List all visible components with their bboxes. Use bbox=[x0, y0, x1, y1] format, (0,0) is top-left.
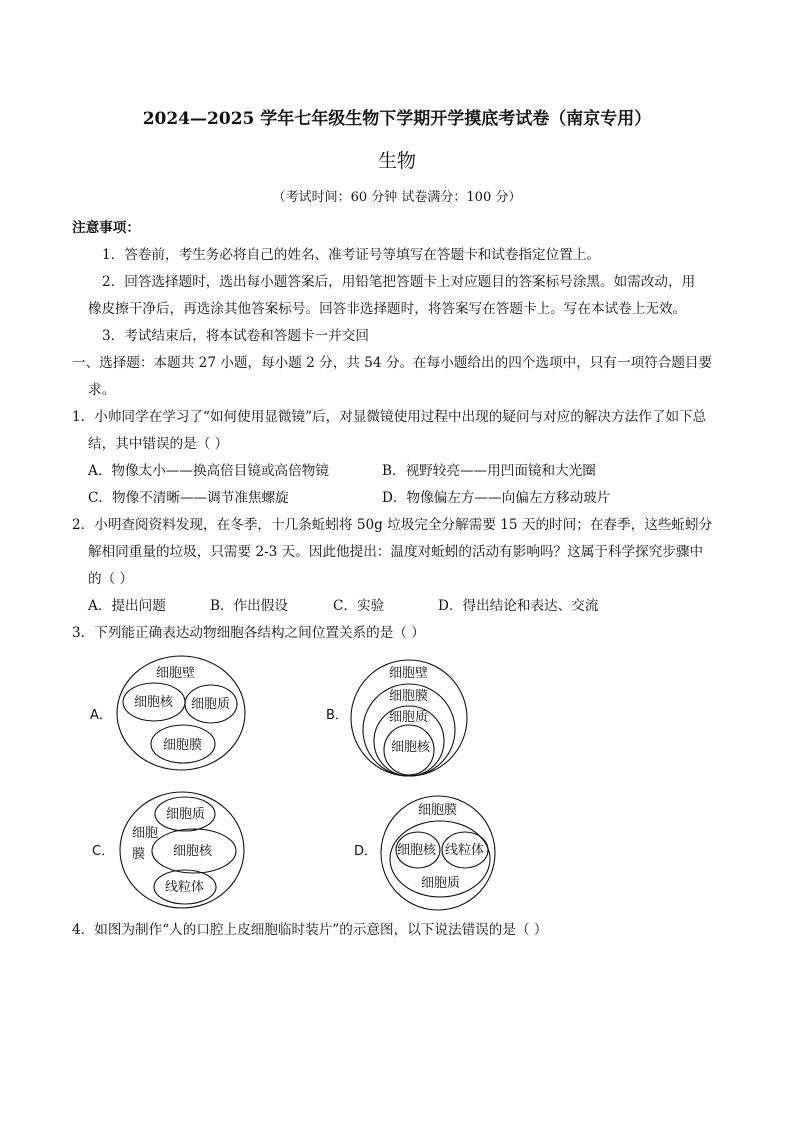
q3-a-label: A． bbox=[90, 708, 112, 723]
q1-option-c: C．物像不清晰——调节准焦螺旋 bbox=[88, 490, 289, 506]
q1-option-b: B．视野较亮——用凹面镜和大光圈 bbox=[382, 463, 596, 479]
q3-d-bottom-text: 细胞质 bbox=[421, 876, 461, 891]
exam-title: 2024—2025 学年七年级生物下学期开学摸底考试卷（南京专用） bbox=[142, 109, 652, 129]
section-1-heading-continued: 求。 bbox=[88, 382, 116, 398]
exam-subject: 生物 bbox=[377, 150, 416, 172]
q3-b-text-3: 细胞质 bbox=[389, 710, 429, 725]
q3-c-outer-text-1: 细胞 bbox=[132, 826, 159, 841]
q3-c-outer-text-2: 膜 bbox=[132, 847, 146, 862]
q3-d-label: D． bbox=[354, 844, 378, 859]
note-item-2: 2．回答选择题时，选出每小题答案后，用铅笔把答题卡上对应题目的答案标号涂黑。如需改动，用 bbox=[102, 274, 696, 290]
q3-a-right-text: 细胞质 bbox=[191, 697, 231, 712]
q1-stem: 1．小帅同学在学习了“如何使用显微镜”后，对显微镜使用过程中出现的疑问与对应的解决方法作了如下总 bbox=[72, 409, 707, 425]
q2-option-c: C．实验 bbox=[333, 598, 385, 614]
q3-b-text-1: 细胞壁 bbox=[389, 666, 429, 681]
q3-a-bottom-text: 细胞膜 bbox=[163, 738, 203, 753]
q3-c-top-text: 细胞质 bbox=[166, 807, 206, 822]
q2-stem: 2．小明查阅资料发现，在冬季，十几条蚯蚓将 50g 垃圾完全分解需要 15 天的时间；在春季，这些蚯蚓分 bbox=[72, 517, 713, 533]
q3-b-text-2: 细胞膜 bbox=[389, 689, 429, 704]
exam-time-and-score: （考试时间：60 分钟 试卷满分：100 分） bbox=[272, 190, 522, 205]
q2-option-b: B．作出假设 bbox=[210, 598, 288, 614]
note-item-2-continued: 橡皮擦干净后，再选涂其他答案标号。回答非选择题时，将答案写在答题卡上。写在本试卷上无效。 bbox=[88, 301, 687, 317]
q3-stem: 3．下列能正确表达动物细胞各结构之间位置关系的是（ ） bbox=[72, 625, 425, 641]
q4-stem: 4．如图为制作“人的口腔上皮细胞临时装片”的示意图，以下说法错误的是（ ） bbox=[72, 922, 548, 938]
q1-option-d: D．物像偏左方——向偏左方移动玻片 bbox=[382, 490, 611, 506]
notes-heading: 注意事项： bbox=[72, 220, 140, 236]
q3-d-left-text: 细胞核 bbox=[397, 843, 437, 858]
q3-a-outer-text: 细胞壁 bbox=[156, 666, 196, 681]
q3-d-right-text: 线粒体 bbox=[445, 843, 485, 858]
q3-b-label: B． bbox=[326, 708, 348, 723]
q1-option-a: A．物像太小——换高倍目镜或高倍物镜 bbox=[88, 463, 329, 479]
q2-stem-continued: 解相同重量的垃圾，只需要 2-3 天。因此他提出：温度对蚯蚓的活动有影响吗？这属于科学探究步骤中 bbox=[88, 544, 704, 560]
q3-c-label: C． bbox=[92, 844, 115, 859]
q2-option-a: A．提出问题 bbox=[88, 598, 166, 614]
q3-c-middle-text: 细胞核 bbox=[173, 844, 213, 859]
q3-b-text-4: 细胞核 bbox=[391, 740, 431, 755]
section-1-heading: 一、选择题：本题共 27 小题，每小题 2 分，共 54 分。在每小题给出的四个选项中，只有一项符合题目要 bbox=[72, 355, 713, 371]
note-item-3: 3．考试结束后，将本试卷和答题卡一并交回 bbox=[102, 328, 369, 344]
q3-d-top-text: 细胞膜 bbox=[418, 803, 458, 818]
q2-option-d: D．得出结论和表达、交流 bbox=[438, 598, 599, 614]
q3-a-left-text: 细胞核 bbox=[134, 695, 174, 710]
q3-c-bottom-text: 线粒体 bbox=[165, 880, 205, 895]
q3-diagrams bbox=[0, 640, 794, 920]
q1-stem-continued: 结，其中错误的是（ ） bbox=[88, 436, 229, 452]
note-item-1: 1．答卷前，考生务必将自己的姓名、准考证号等填写在答题卡和试卷指定位置上。 bbox=[102, 247, 601, 263]
q2-stem-end: 的（ ） bbox=[88, 571, 134, 587]
